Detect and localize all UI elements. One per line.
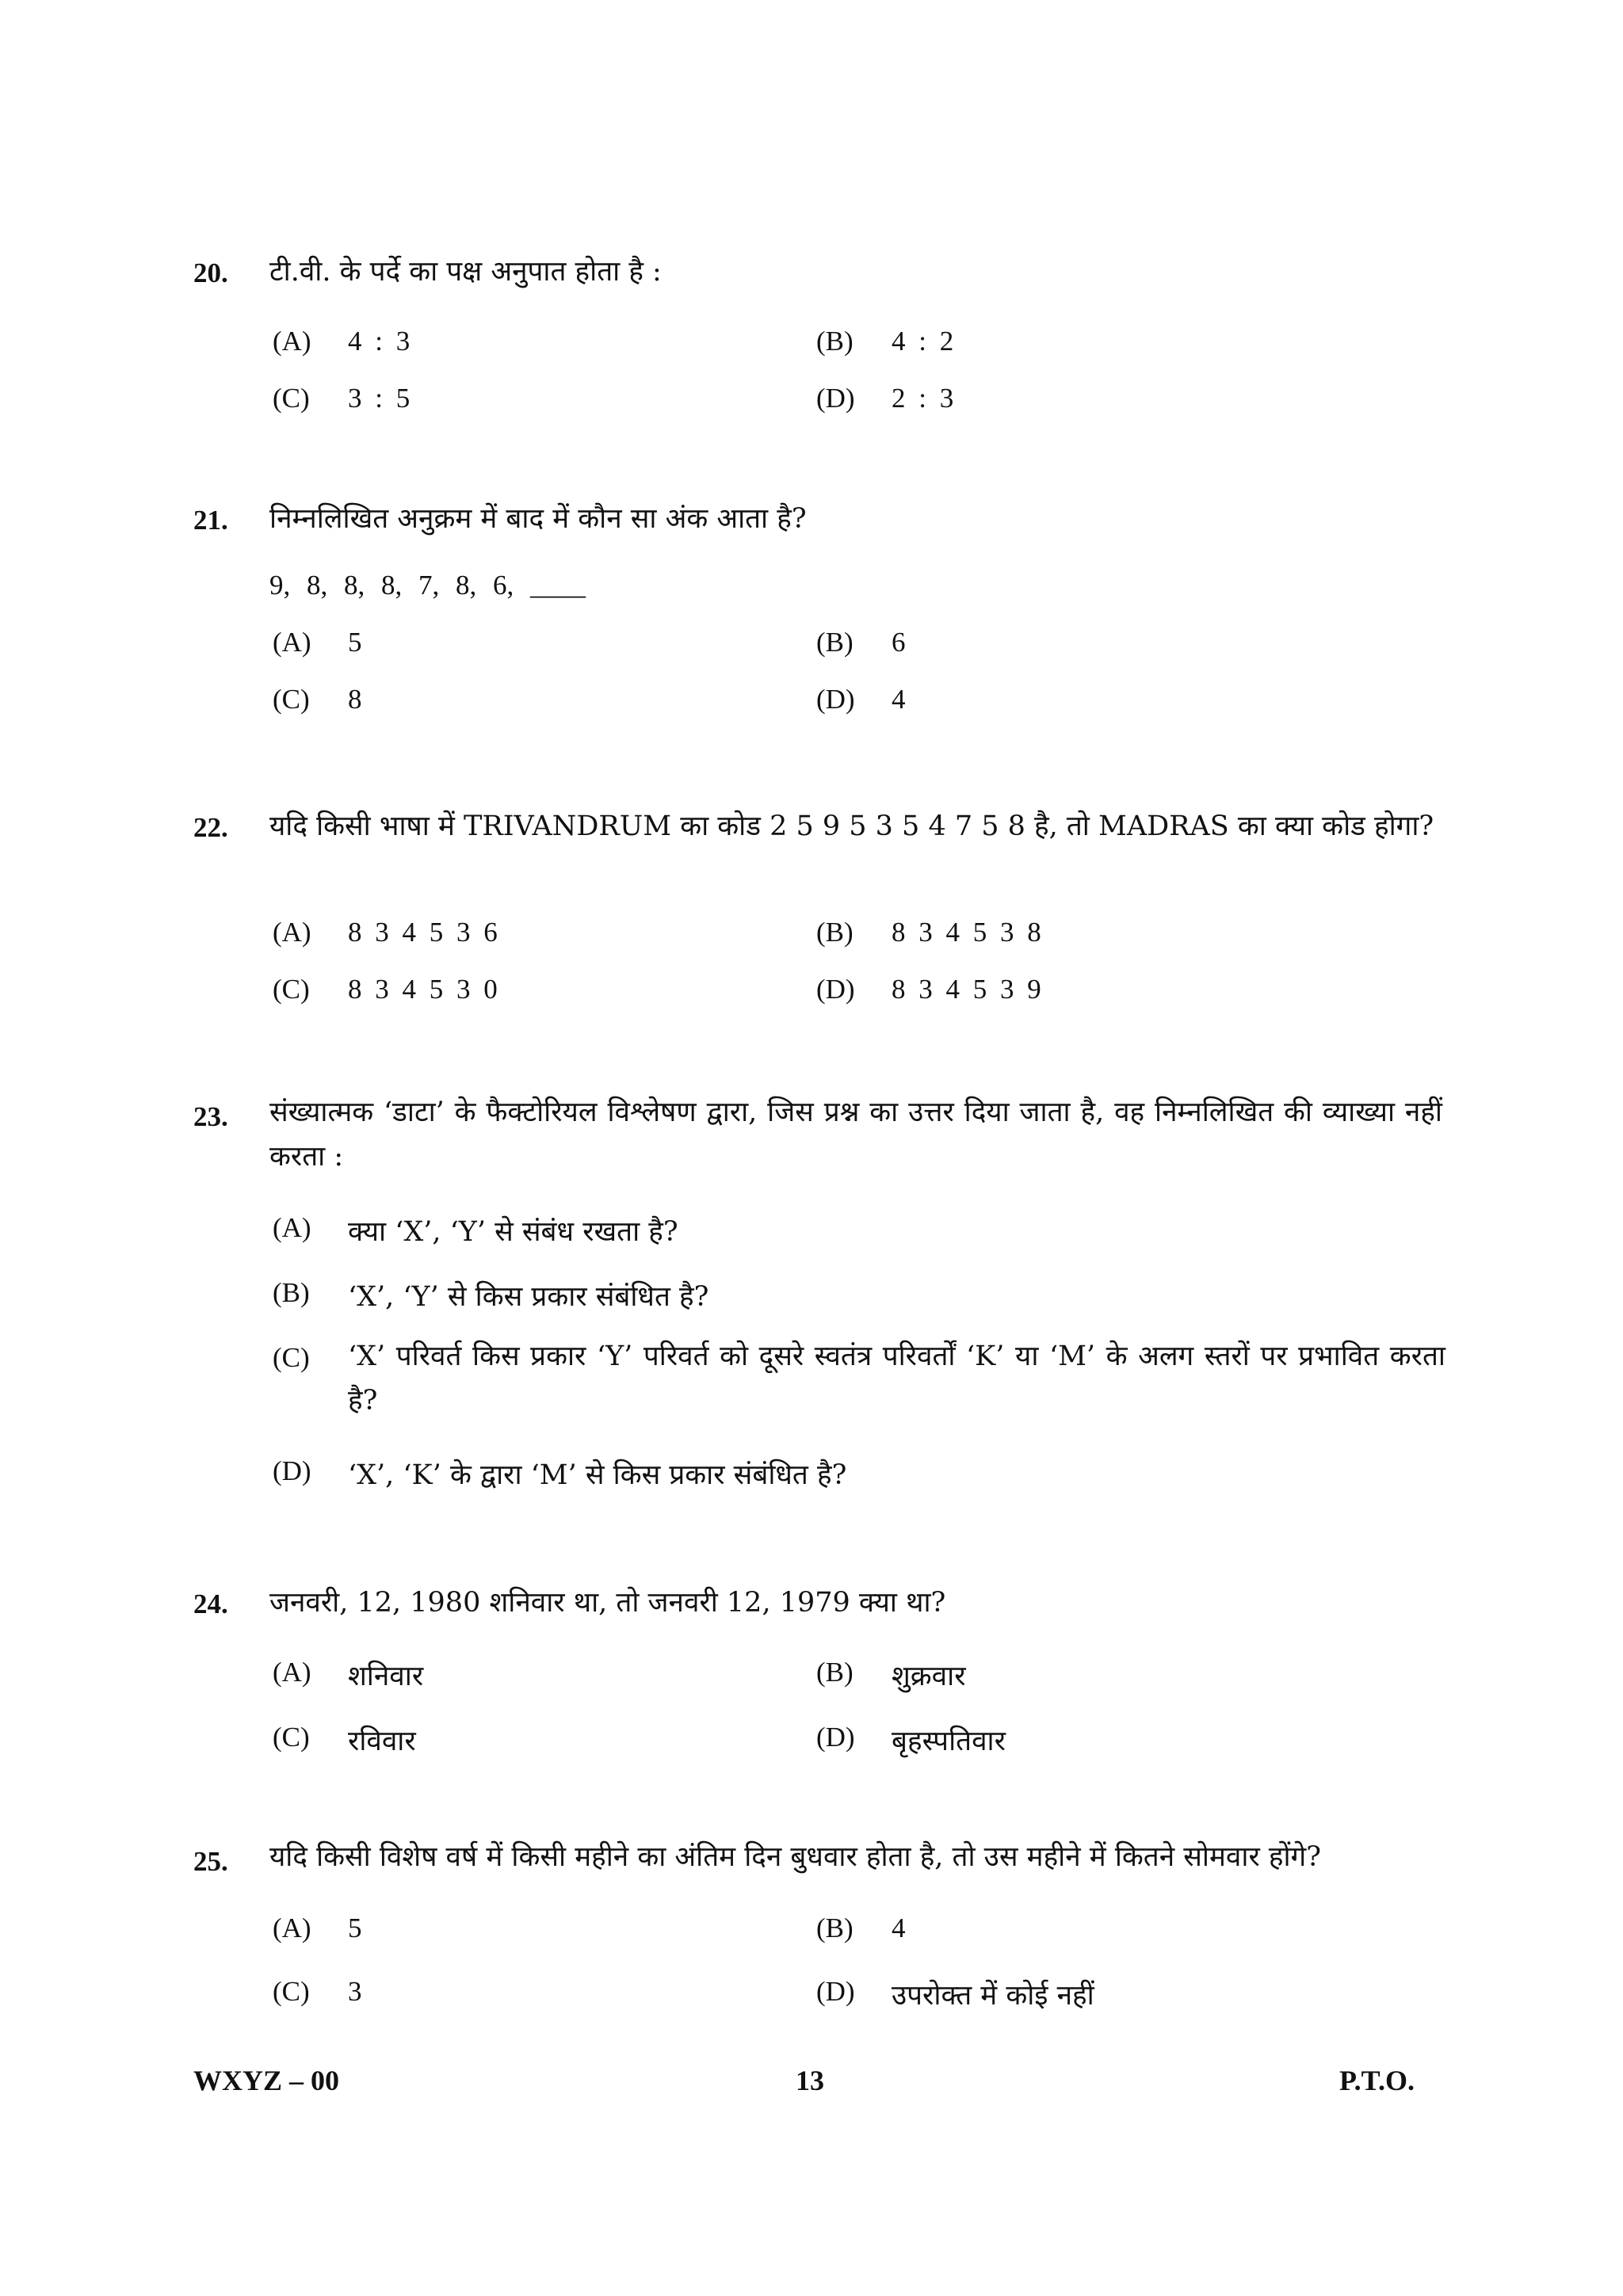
question-text: निम्नलिखित अनुक्रम में बाद में कौन सा अंक आता है? <box>269 503 807 535</box>
question-text: जनवरी, 12, 1980 शनिवार था, तो जनवरी 12, 1979 क्या था? <box>269 1587 946 1619</box>
question-number: 21. <box>193 505 228 536</box>
question-text: संख्यात्मक ‘डाटा’ के फैक्टोरियल विश्लेषण द्वारा, जिस प्रश्न का उत्तर दिया जाता है, वह निम्नलिखित की व्याख्या नहीं करता : <box>269 1097 1442 1173</box>
number-sequence: 9, 8, 8, 8, 7, 8, 6, ____ <box>269 570 586 601</box>
question-text: टी.वी. के पर्दे का पक्ष अनुपात होता है : <box>269 256 662 288</box>
question-number: 24. <box>193 1589 228 1619</box>
page-number: 13 <box>796 2065 824 2096</box>
paper-code: WXYZ – 00 <box>193 2065 340 2096</box>
pto-label: P.T.O. <box>1339 2065 1415 2096</box>
question-number: 22. <box>193 812 228 843</box>
question-number: 23. <box>193 1101 228 1132</box>
question-number: 20. <box>193 257 228 288</box>
question-number: 25. <box>193 1846 228 1877</box>
question-text: यदि किसी विशेष वर्ष में किसी महीने का अंतिम दिन बुधवार होता है, तो उस महीने में कितने सोमवार होंगे? <box>269 1841 1322 1873</box>
question-text: यदि किसी भाषा में TRIVANDRUM का कोड 2 5 9 5 3 5 4 7 5 8 है, तो MADRAS का क्या कोड होगा? <box>269 810 1434 842</box>
